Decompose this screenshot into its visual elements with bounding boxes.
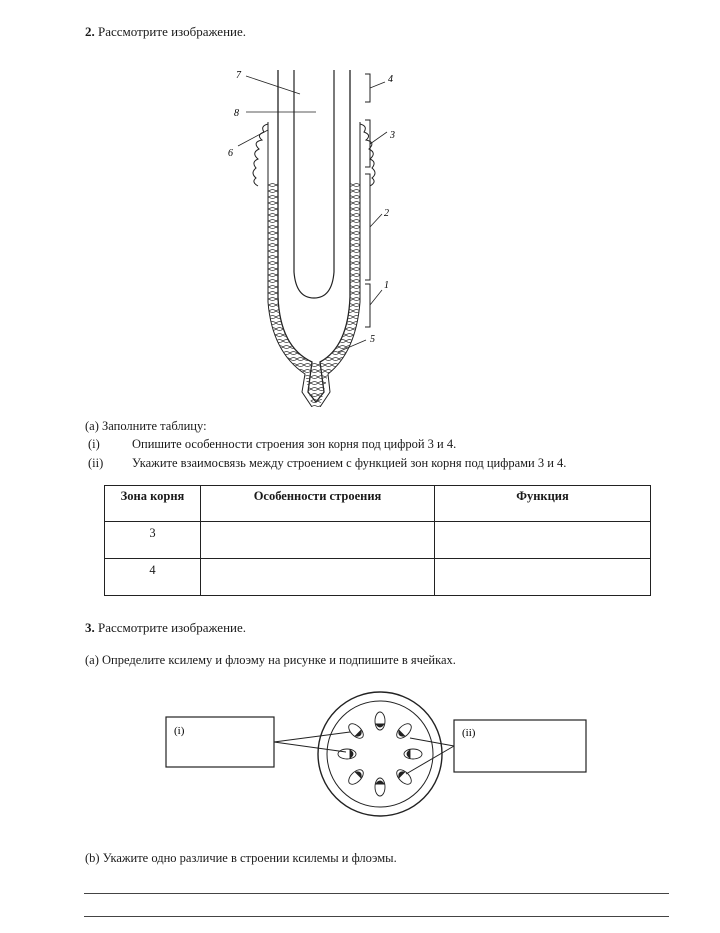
stem-cross-section-diagram — [160, 690, 600, 820]
label-5: 5 — [370, 334, 375, 345]
q2-item-ii-text: Укажите взаимосвязь между строением с функцией зон корня под цифрами 3 и 4. — [132, 456, 567, 470]
root-zone-table — [104, 485, 651, 596]
answer-box-i-label: (i) — [174, 725, 185, 737]
q2-item-i-text: Опишите особенности строения зон корня под цифрой 3 и 4. — [132, 437, 457, 451]
answer-line-2[interactable] — [84, 916, 669, 917]
question-2-number: 2. — [85, 24, 95, 39]
label-4: 4 — [388, 74, 393, 85]
function-cell[interactable] — [435, 522, 651, 559]
root-hairs-left — [253, 124, 268, 186]
q3-part-b: (b) Укажите одно различие в строении ксилемы и флоэмы. — [85, 851, 397, 865]
q2-item-ii — [88, 456, 688, 472]
q3-part-a: (a) Определите ксилему и флоэму на рисунке и подпишите в ячейках. — [85, 653, 456, 667]
q2-item-ii-number: (ii) — [88, 456, 104, 470]
table-row — [105, 559, 651, 596]
features-cell[interactable] — [201, 559, 435, 596]
q2-item-i — [88, 437, 688, 453]
question-3-heading — [85, 620, 246, 636]
answer-box-ii-label: (ii) — [462, 727, 476, 739]
label-8: 8 — [234, 108, 239, 119]
question-2-title: Рассмотрите изображение. — [98, 24, 247, 39]
label-2: 2 — [384, 208, 389, 219]
question-3-title: Рассмотрите изображение. — [98, 620, 247, 635]
question-2-heading — [85, 24, 246, 40]
zone-cell: 3 — [105, 522, 201, 559]
function-cell[interactable] — [435, 559, 651, 596]
header-features: Особенности строения — [201, 486, 435, 522]
zone-cell: 4 — [105, 559, 201, 596]
table-header-row — [105, 486, 651, 522]
label-7: 7 — [236, 70, 241, 81]
label-6: 6 — [228, 148, 233, 159]
header-function: Функция — [435, 486, 651, 522]
label-1: 1 — [384, 280, 389, 291]
features-cell[interactable] — [201, 522, 435, 559]
q2-item-i-number: (i) — [88, 437, 100, 451]
q2-part-a: (a) Заполните таблицу: — [85, 419, 207, 433]
pointer-lines — [274, 732, 454, 774]
label-3: 3 — [390, 130, 395, 141]
table-row — [105, 522, 651, 559]
root-stele — [294, 70, 334, 298]
stem-outer-circle — [318, 692, 442, 816]
answer-line-1[interactable] — [84, 893, 669, 894]
root-hairs-right — [360, 124, 375, 186]
root-diagram — [220, 62, 420, 407]
vascular-bundles — [338, 712, 422, 796]
question-3-number: 3. — [85, 620, 95, 635]
header-zone: Зона корня — [105, 486, 201, 522]
